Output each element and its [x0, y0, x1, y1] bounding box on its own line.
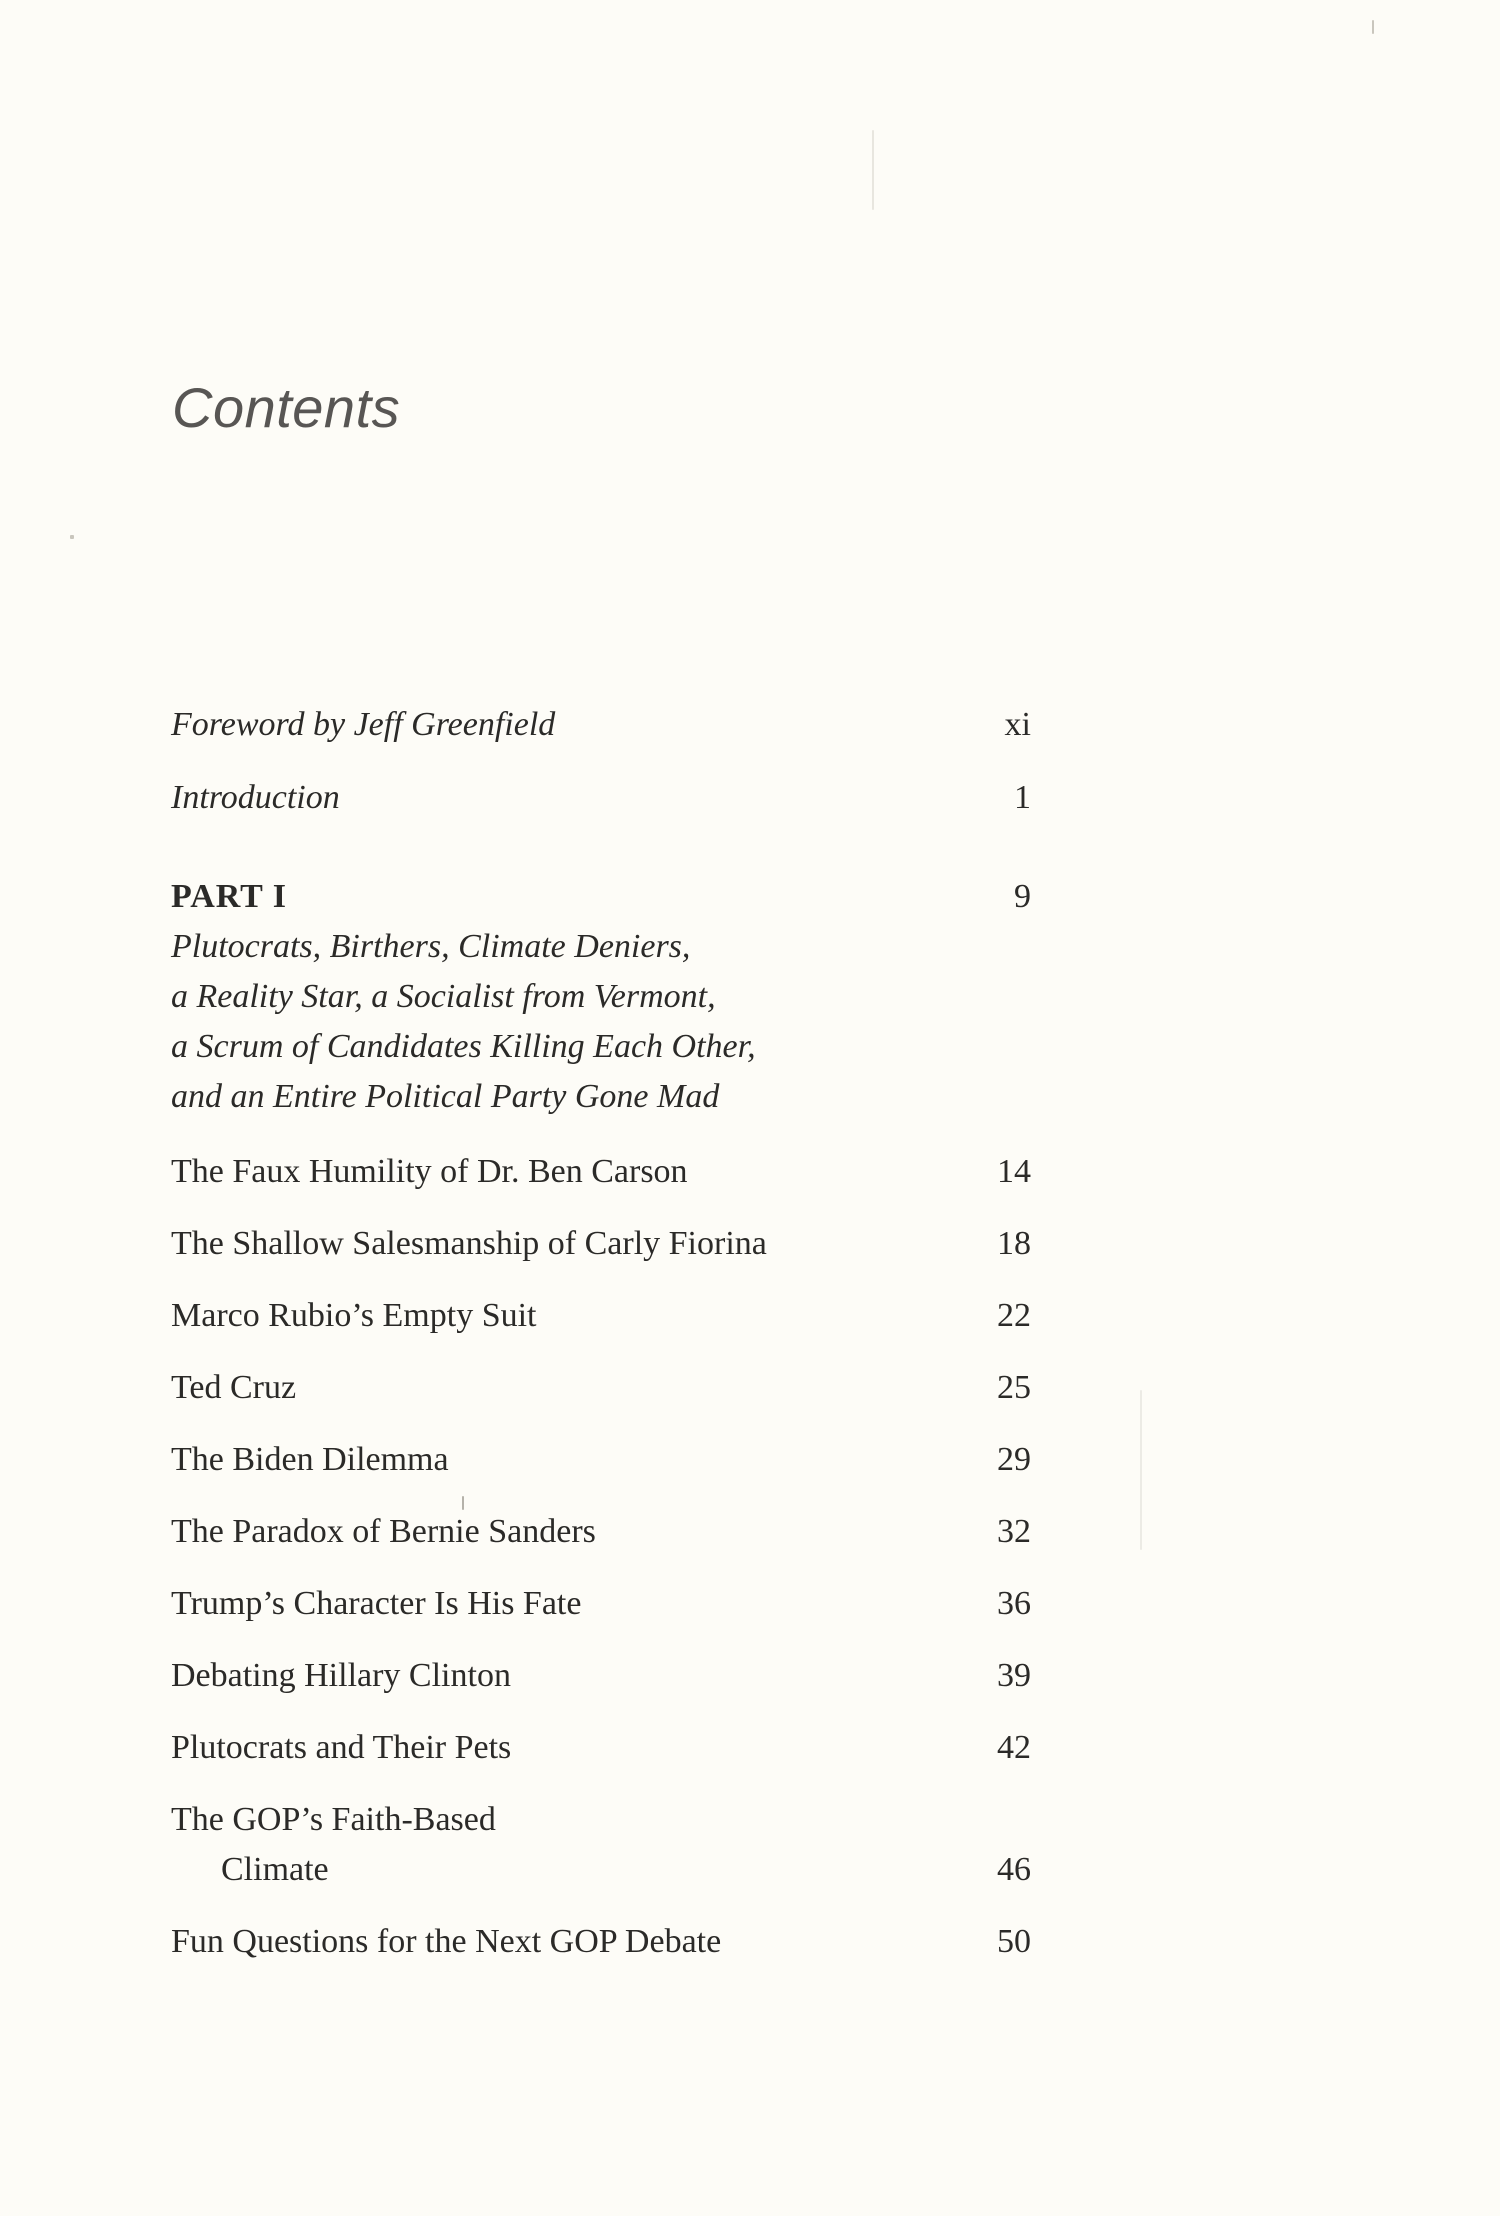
entry-page-number: 29 [997, 1441, 1031, 1478]
entry-page-number: 42 [997, 1729, 1031, 1766]
entry-title: The Faux Humility of Dr. Ben Carson [171, 1153, 688, 1190]
entry-title: Ted Cruz [171, 1369, 297, 1406]
table-of-contents [171, 0, 1031, 2216]
entry-page-number: 50 [997, 1923, 1031, 1960]
part-subtitle-line: and an Entire Political Party Gone Mad [171, 1078, 720, 1115]
part-subtitle-line: a Reality Star, a Socialist from Vermont, [171, 978, 716, 1015]
entry-page-number: 46 [997, 1851, 1031, 1888]
part-subtitle-line: Plutocrats, Birthers, Climate Deniers, [171, 928, 691, 965]
entry-page-number: 25 [997, 1369, 1031, 1406]
entry-title: Introduction [171, 779, 340, 816]
entry-page-number: 14 [997, 1153, 1031, 1190]
entry-title: Marco Rubio’s Empty Suit [171, 1297, 537, 1334]
scan-speck [70, 535, 74, 539]
entry-title: The GOP’s Faith-Based [171, 1801, 496, 1838]
entry-title: The Biden Dilemma [171, 1441, 449, 1478]
entry-page-number: 18 [997, 1225, 1031, 1262]
entry-page-number: 1 [1014, 779, 1031, 816]
entry-page-number: 36 [997, 1585, 1031, 1622]
entry-page-number: 32 [997, 1513, 1031, 1550]
scan-speck [1372, 20, 1374, 34]
entry-title: The Paradox of Bernie Sanders [171, 1513, 596, 1550]
entry-page-number: 9 [1014, 878, 1031, 915]
entry-title: Foreword by Jeff Greenfield [171, 706, 556, 743]
entry-page-number: 22 [997, 1297, 1031, 1334]
entry-title: The Shallow Salesmanship of Carly Fiorina [171, 1225, 767, 1262]
part-label: PART I [171, 878, 287, 915]
entry-title: Plutocrats and Their Pets [171, 1729, 512, 1766]
toc-chapter-entry [171, 1795, 1031, 1895]
contents-heading: Contents [172, 376, 401, 439]
scan-speck [1140, 1390, 1142, 1550]
entry-title: Fun Questions for the Next GOP Debate [171, 1923, 722, 1960]
part-subtitle-line: a Scrum of Candidates Killing Each Other, [171, 1028, 756, 1065]
entry-title: Debating Hillary Clinton [171, 1657, 511, 1694]
entry-page-number: 39 [997, 1657, 1031, 1694]
entry-title: Trump’s Character Is His Fate [171, 1585, 582, 1622]
entry-title-continuation: Climate [221, 1851, 329, 1888]
entry-page-number: xi [1004, 706, 1031, 743]
